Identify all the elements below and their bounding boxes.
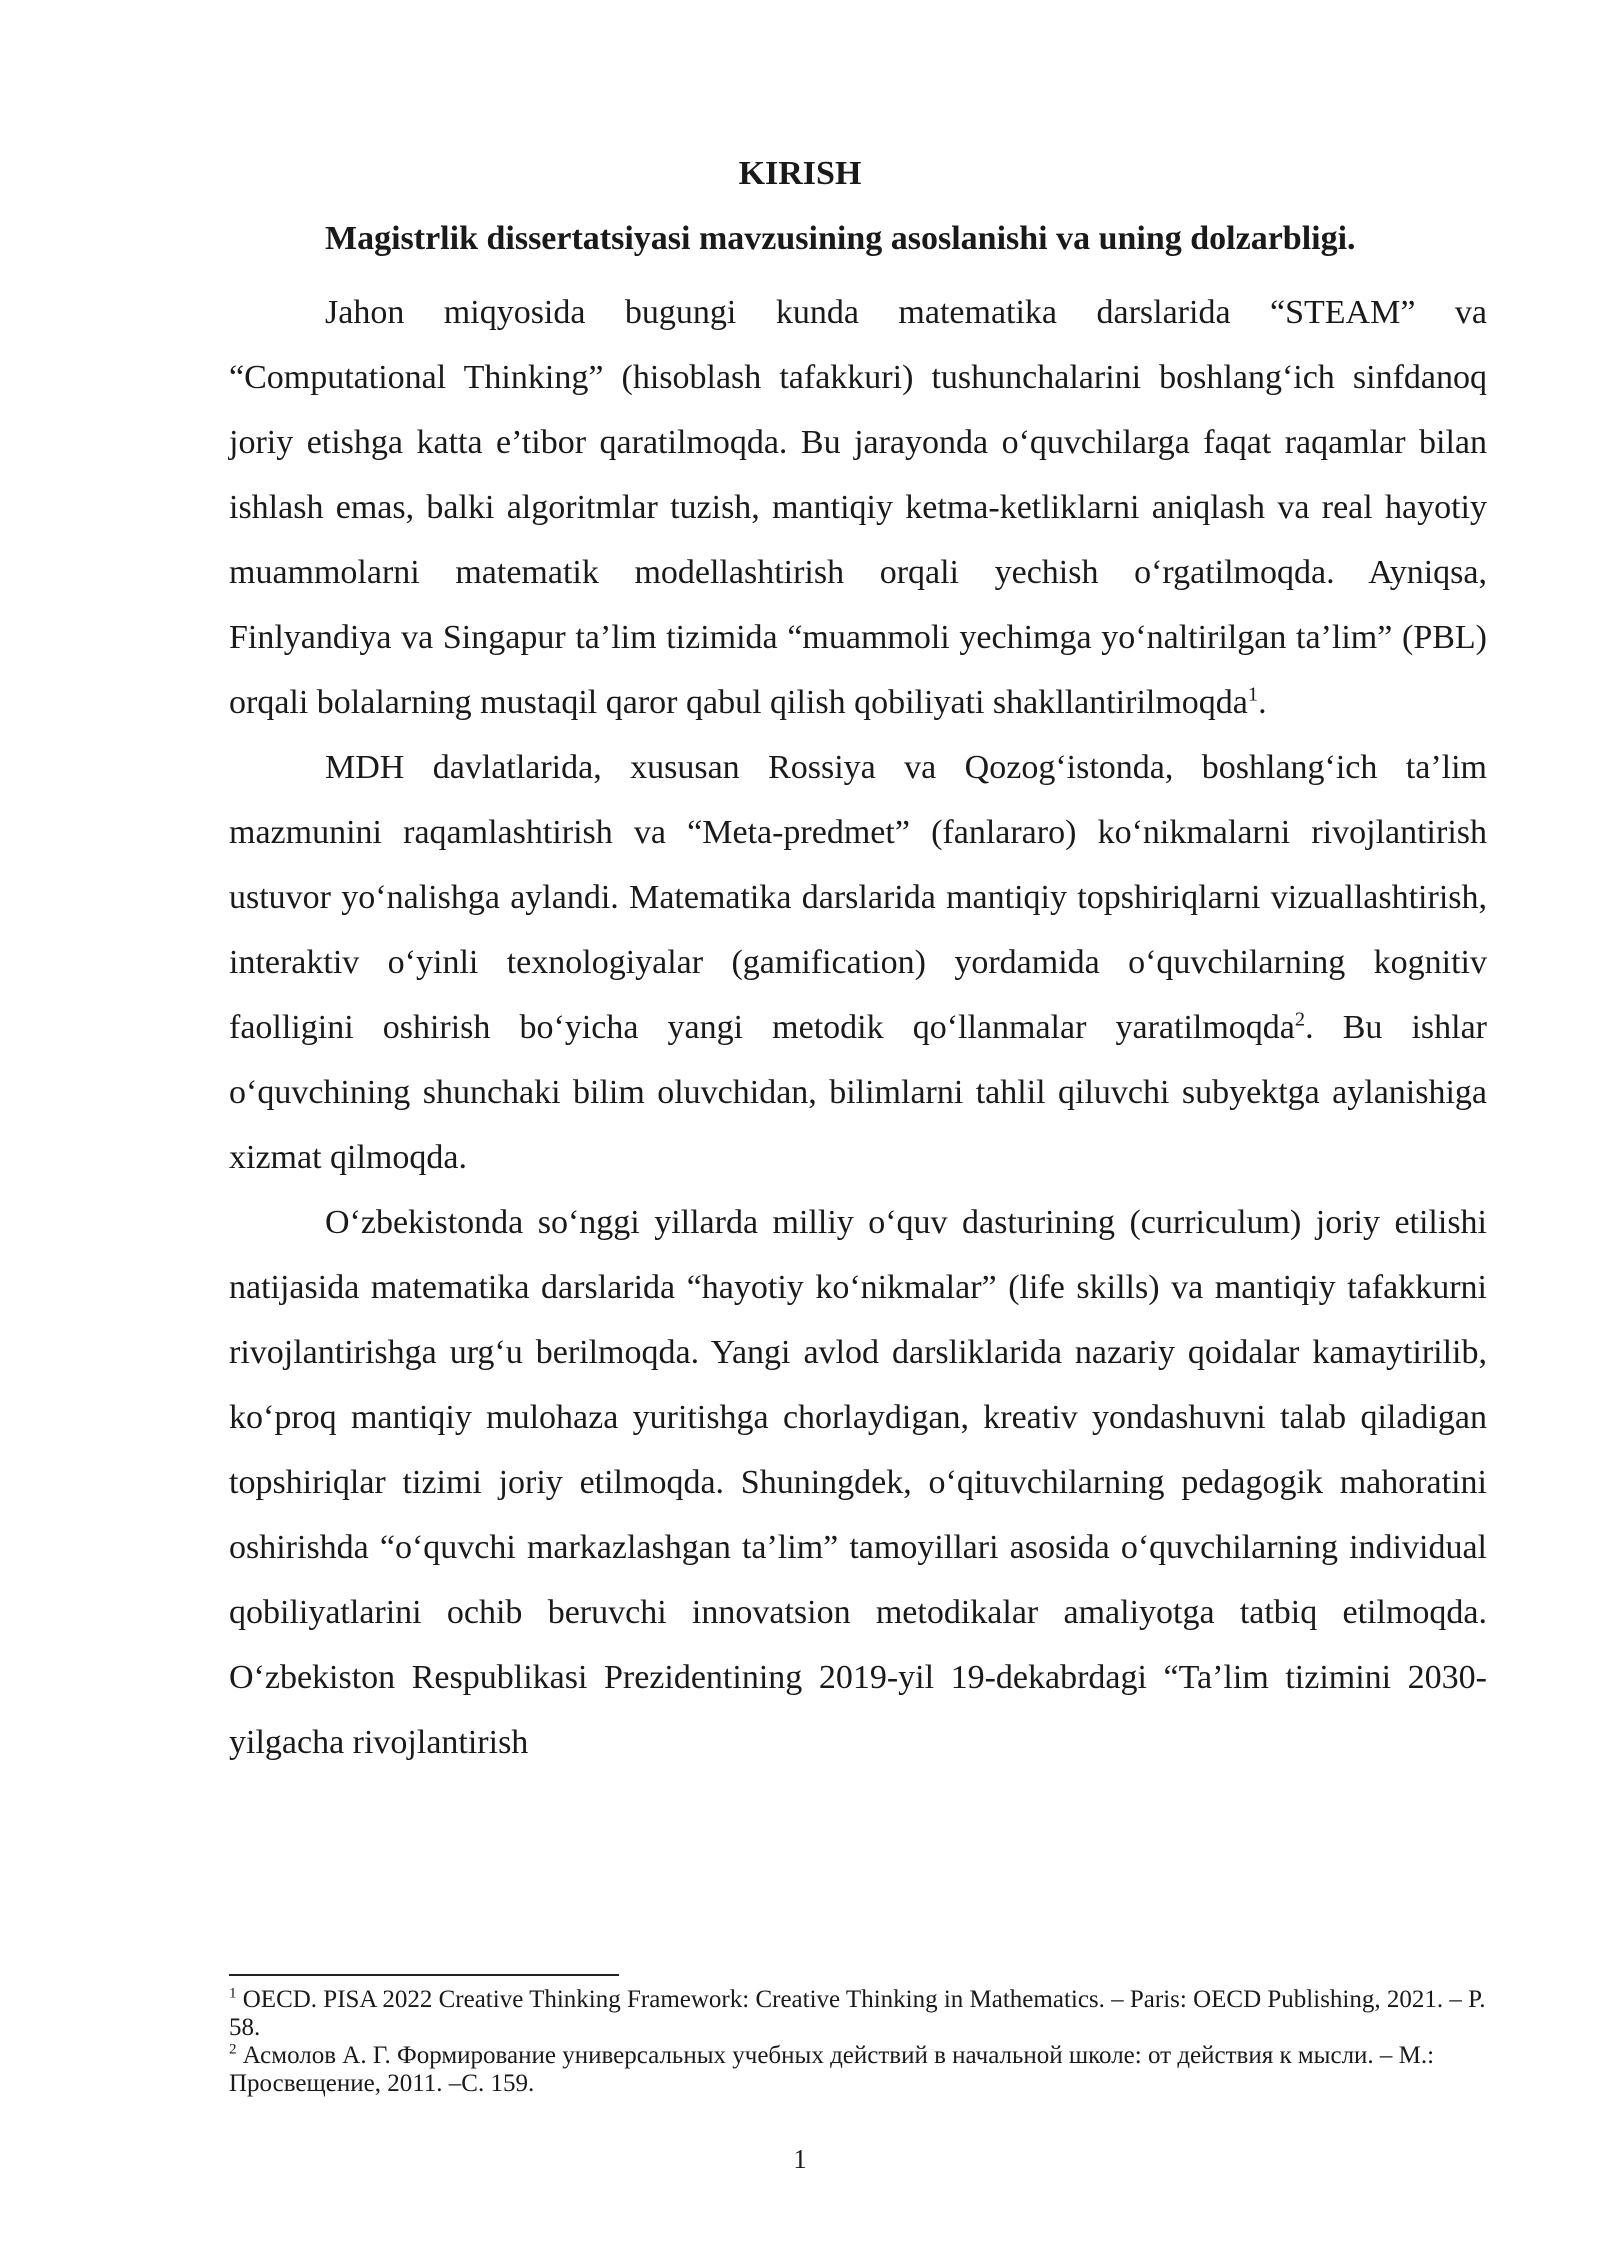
paragraph-2 [229,735,1487,1190]
footnote-text: Асмолов А. Г. Формирование универсальных учебных действий в начальной школе: от действия к мысли. – М.: Просвещение, 2011. –С. 159. [229,2042,1435,2097]
paragraph-text: MDH davlatlarida, xususan Rossiya va Qozog‘istonda, boshlang‘ich ta’lim mazmunini raqamlashtirish va “Meta-predmet” (fanlararo) ko‘nikmalarni rivojlantirish ustuvor yo‘nalishga aylandi. Matematika darslarida mantiqiy topshiriqlarni vizuallashtirish, interaktiv o‘yinli texnologiyalar (gamification) yordamida o‘quvchilarning kognitiv faolligini oshirish bo‘yicha yangi metodik qo‘llanmalar yaratilmoqda [229,749,1487,1046]
footnote-1 [229,1986,1487,2042]
page-heading: KIRISH [738,155,862,192]
footnote-number: 1 [229,1985,237,2002]
body-text [229,280,1487,1775]
paragraph-tail: . Bu ishlar o‘quvchining shunchaki bilim oluvchidan, bilimlarni tahlil qiluvchi subyektga aylanishiga xizmat qilmoqda. [229,1009,1487,1176]
paragraph-3 [229,1190,1487,1775]
section-subheading: Magistrlik dissertatsiyasi mavzusining asoslanishi va uning dolzarbligi. [325,220,1356,257]
paragraph-tail: . [1258,684,1267,721]
footnote-reference: 2 [1294,1008,1306,1031]
page-number: 1 [793,2144,807,2174]
footnotes [229,1986,1487,2098]
paragraph-text: O‘zbekistonda so‘nggi yillarda milliy o‘quv dasturining (curriculum) joriy etilishi natijasida matematika darslarida “hayotiy ko‘nikmalar” (life skills) va mantiqiy tafakkurni rivojlantirishga urg‘u berilmoqda. Yangi avlod darsliklarida nazariy qoidalar kamaytirilib, ko‘proq mantiqiy mulohaza yuritishga chorlaydigan, kreativ yondashuvni talab qiladigan topshiriqlar tizimi joriy etilmoqda. Shuningdek, o‘qituvchilarning pedagogik mahoratini oshirishda “o‘quvchi markazlashgan ta’lim” tamoyillari asosida o‘quvchilarning individual qobiliyatlarini ochib beruvchi innovatsion metodikalar amaliyotga tatbiq etilmoqda. O‘zbekiston Respublikasi Prezidentining 2019-yil 19-dekabrdagi “Ta’lim tizimini 2030-yilgacha rivojlantirish [229,1204,1487,1761]
footnote-separator [229,1974,619,1976]
footnote-text: OECD. PISA 2022 Creative Thinking Framework: Creative Thinking in Mathematics. – Paris: OECD Publishing, 2021. – P. 58. [229,1986,1486,2041]
footnote-reference: 1 [1247,683,1259,706]
paragraph-1 [229,280,1487,735]
footnote-2 [229,2042,1487,2098]
footnote-number: 2 [229,2041,237,2058]
paragraph-text: Jahon miqyosida bugungi kunda matematika darslarida “STEAM” va “Computational Thinking” (hisoblash tafakkuri) tushunchalarini boshlang‘ich sinfdanoq joriy etishga katta e’tibor qaratilmoqda. Bu jarayonda o‘quvchilarga faqat raqamlar bilan ishlash emas, balki algoritmlar tuzish, mantiqiy ketma-ketliklarni aniqlash va real hayotiy muammolarni matematik modellashtirish orqali yechish o‘rgatilmoqda. Ayniqsa, Finlyandiya va Singapur ta’lim tizimida “muammoli yechimga yo‘naltirilgan ta’lim” (PBL) orqali bolalarning mustaqil qaror qabul qilish qobiliyati shakllantirilmoqda [229,294,1487,721]
